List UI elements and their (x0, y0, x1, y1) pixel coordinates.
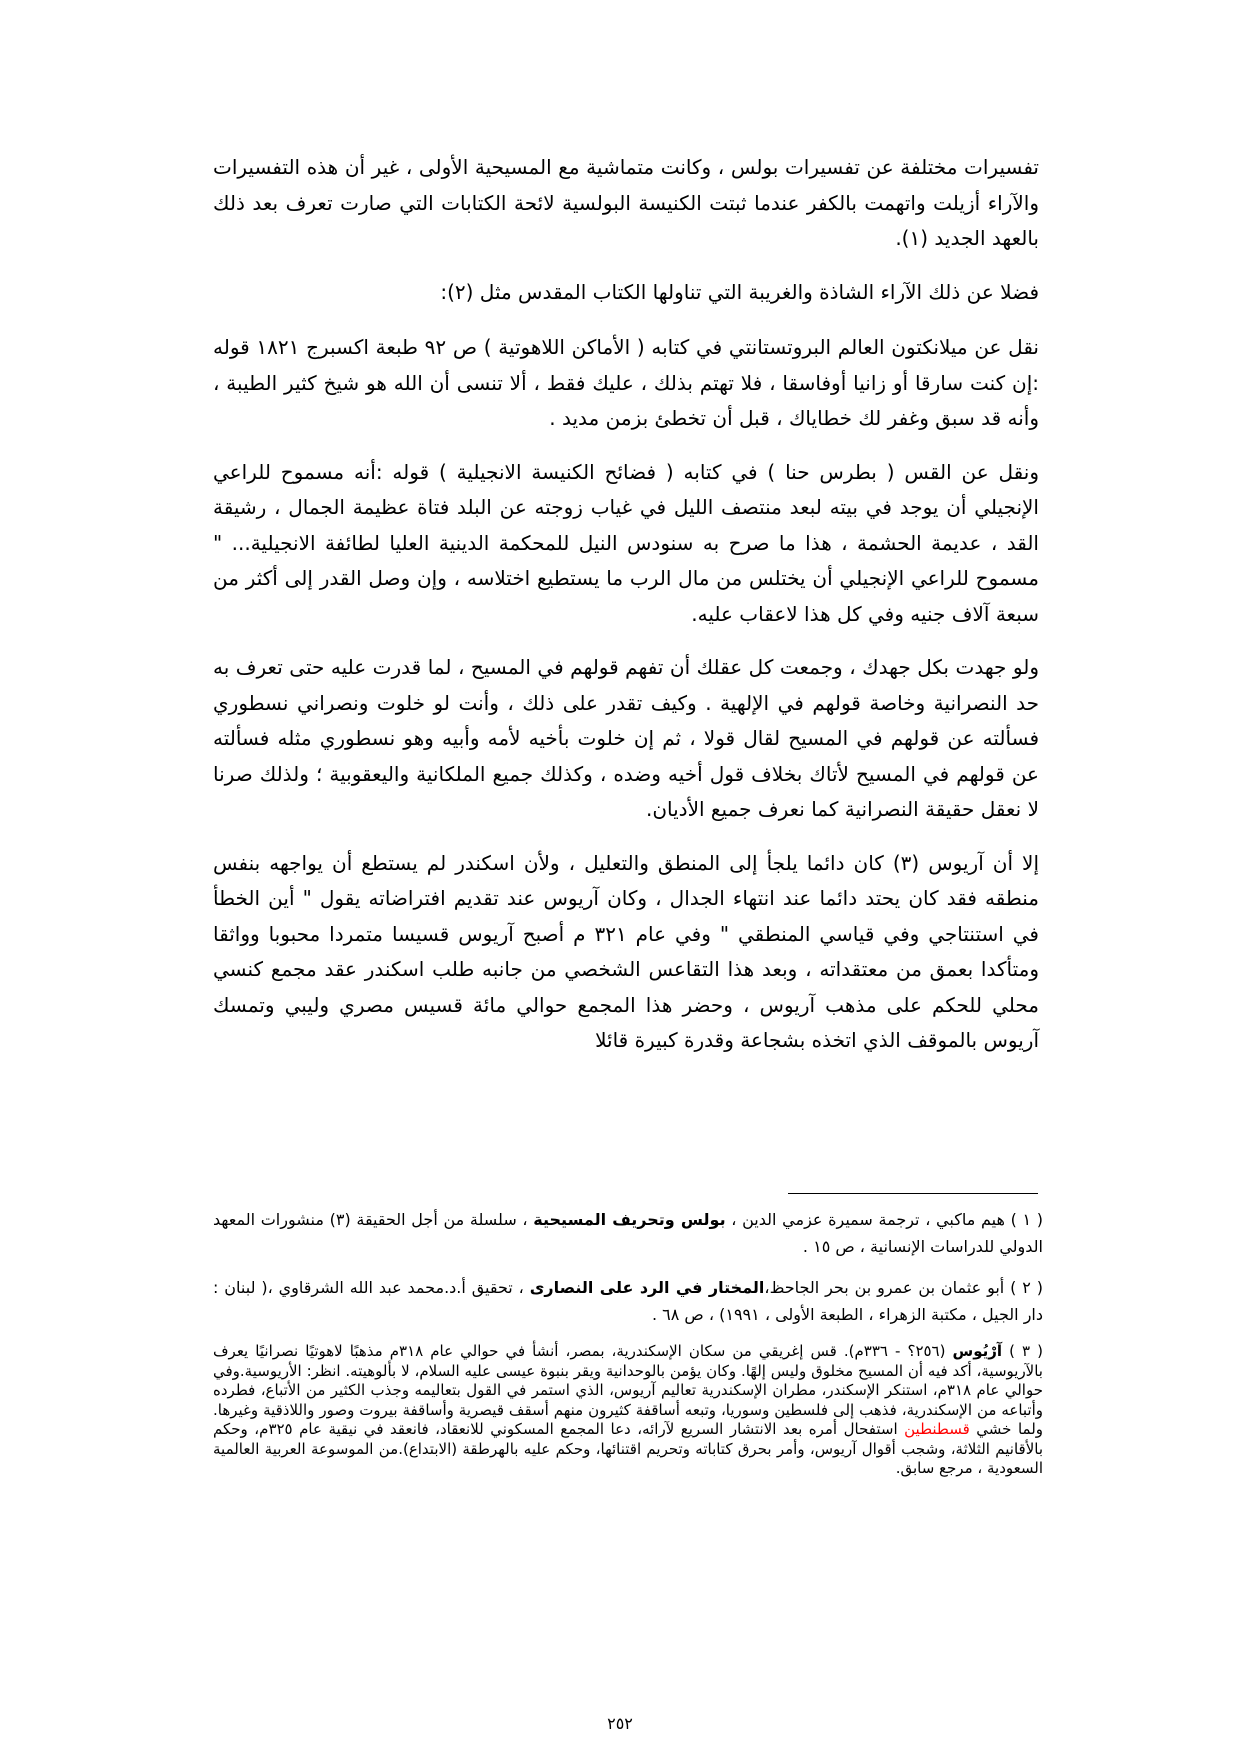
footnote-3-highlight: قسطنطين (904, 1420, 970, 1438)
footnote-separator (788, 1193, 1038, 1194)
footnote-3 (213, 1342, 1043, 1479)
footnote-1-title: بولس وتحريف المسيحية (533, 1210, 726, 1229)
paragraph-3: نقل عن ميلانكتون العالم البروتستانتي في كتابه ( الأماكن اللاهوتية ) ص ٩٢ طبعة اكسبرج ١٨٢١ قوله :إن كنت سارقا أو زانيا أوفاسقا ، فلا تهتم بذلك ، عليك فقط ، ألا تنسى أن الله هو شيخ كثير الطيبة ، وأنه قد سبق وغفر لك خطاياك ، قبل أن تخطئ بزمن مديد . (213, 335, 1039, 430)
footnote-2-text-b: ، تحقيق أ.د.محمد عبد الله الشرقاوي ،( لبنان : دار الجيل ، مكتبة الزهراء ، الطبعة الأولى ، ١٩٩١) ، ص ٦٨ . (213, 1278, 1043, 1324)
footnote-1 (213, 1206, 1043, 1260)
paragraph-2: فضلا عن ذلك الآراء الشاذة والغريبة التي تناولها الكتاب المقدس مثل (٢): (440, 279, 1039, 304)
paragraph-4: ونقل عن القس ( بطرس حنا ) في كتابه ( فضائح الكنيسة الانجيلية ) قوله :أنه مسموح للراعي الإنجيلي أن يوجد في بيته لبعد منتصف الليل في غياب زوجته عن البلد فتاة عظيمة الجمال ، رشيقة القد ، عديمة الحشمة ، هذا ما صرح به سنودس النيل للمحكمة الدينية العليا لطائفة الانجيلية... " مسموح للراعي الإنجيلي أن يختلس من مال الرب ما يستطيع اختلاسه ، وإن وصل القدر إلى أكثر من سبعة آلاف جنيه وفي كل هذا لاعقاب عليه. (213, 459, 1039, 626)
footnotes (213, 1206, 1043, 1493)
paragraph-6: إلا أن آريوس (٣) كان دائما يلجأ إلى المنطق والتعليل ، ولأن اسكندر لم يستطع أن يواجهه بنفس منطقه فقد كان يحتد دائما عند انتهاء الجدال ، وكان آريوس عند تقديم افتراضاته يقول " أين الخطأ في استنتاجي وفي قياسي المنطقي " وفي عام ٣٢١ م أصبح آريوس قسيسا متمردا محبوبا وواثقا ومتأكدا بعمق من معتقداته ، وبعد هذا التقاعس الشخصي من جانبه طلب اسكندر عقد مجمع كنسي محلي للحكم على مذهب آريوس ، وحضر هذا المجمع حوالي مائة قسيس مصري وليبي وتمسك آريوس بالموقف الذي اتخذه بشجاعة وقدرة كبيرة قائلا (213, 850, 1040, 1052)
footnote-3-marker: ( ٣ ) (1009, 1342, 1044, 1360)
footnote-1-text-b: ، سلسلة من أجل الحقيقة (٣) منشورات المعهد الدولي للدراسات الإنسانية ، ص ١٥ . (213, 1210, 1043, 1256)
footnote-2-marker: ( ٢ ) (1010, 1278, 1044, 1297)
main-text (213, 150, 1039, 1077)
footnote-2-text-a: أبو عثمان بن عمرو بن بحر الجاحظ، (764, 1278, 1011, 1297)
page-number: ٢٥٢ (607, 1714, 633, 1733)
footnote-1-marker: ( ١ ) (1010, 1210, 1044, 1229)
paragraph-1: تفسيرات مختلفة عن تفسيرات بولس ، وكانت متماشية مع المسيحية الأولى ، غير أن هذه التفسيرات والآراء أزيلت واتهمت بالكفر عندما ثبتت الكنيسة البولسية لائحة الكتابات التي صارت تعرف بعد ذلك بالعهد الجديد (١). (213, 155, 1039, 250)
paragraph-5: ولو جهدت بكل جهدك ، وجمعت كل عقلك أن تفهم قولهم في المسيح ، لما قدرت عليه حتى تعرف به حد النصرانية وخاصة قولهم في الإلهية . وكيف تقدر على ذلك ، وأنت لو خلوت ونصراني نسطوري فسألته عن قولهم في المسيح لقال قولا ، ثم إن خلوت بأخيه لأمه وأبيه وهو نسطوري مثله فسألته عن قولهم في المسيح لأتاك بخلاف قول أخيه وضده ، وكذلك جميع الملكانية واليعقوبية ؛ ولذلك صرنا لا نعقل حقيقة النصرانية كما نعرف جميع الأديان. (213, 655, 1039, 821)
footnote-2 (213, 1274, 1043, 1328)
footnote-3-text-b: استفحال أمره بعد الانتشار السريع لآرائه، دعا المجمع المسكوني للانعقاد، فانعقد في نيقية عام ٣٢٥م، وحكم بالأقانيم الثلاثة، وشجب أقوال آريوس، وأمر بحرق كتاباته وتحريم اقتنائها، وحكم عليه بالهرطقة (الابتداع).من الموسوعة العربية العالمية السعودية ، مرجع سابق. (213, 1420, 1043, 1477)
footnote-3-title: آرْيُوس (952, 1342, 1003, 1360)
footnote-1-text-a: هيم ماكبي ، ترجمة سميرة عزمي الدين ، (725, 1210, 1011, 1229)
footnote-3-text-a: (٢٥٦؟ - ٣٣٦م). قس إغريقي من سكان الإسكندرية، بمصر، أنشأ في حوالي عام ٣١٨م مذهبًا لاهوتيًا نصرانيًا يعرف بالآريوسية، أكد فيه أن المسيح مخلوق وليس إلهًا. وكان يؤمن بالوحدانية ويقر بنبوة عيسى عليه السلام، لا بألوهيته. انظر: الأريوسية.وفي حوالي عام ٣١٨م، استنكر الإسكندر، مطران الإسكندرية تعاليم آريوس، الذي استمر في القول بتعاليمه وجذب الكثير من الأتباع، فطرده وأتباعه من الإسكندرية، فذهب إلى فلسطين وسوريا، وتبعه أساقفة كثيرون منهم أسقف قيصرية وأساقفة بيروت وصور واللاذقية وغيرها. ولما خشي (213, 1342, 1044, 1438)
footnote-2-title: المختار في الرد على النصارى (529, 1278, 765, 1297)
